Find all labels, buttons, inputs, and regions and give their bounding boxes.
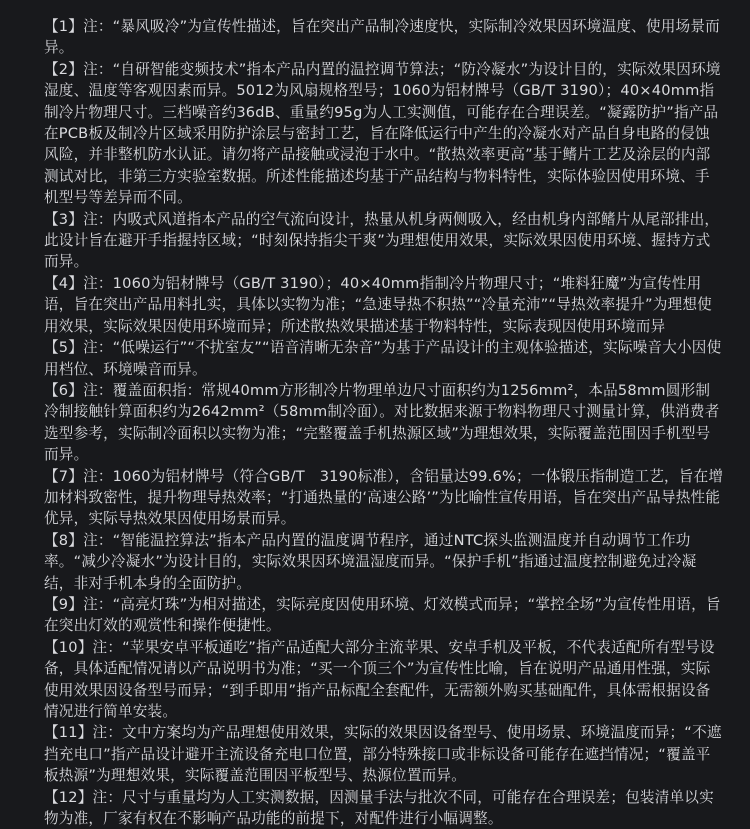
note-4: 【4】注：1060为铝材牌号（GB/T 3190）；40×40mm指制冷片物理尺寸；“堆料狂魔”为宣传性用语，旨在突出产品用料扎实，具体以实物为准；“急速导热不积热”“冷量充沛”“导热效率提升”为理想使用效果，实际效果因使用环境而异；所述散热效果描述基于物料特性，实际表现因使用环境而异 bbox=[44, 274, 712, 335]
note-6: 【6】注：覆盖面积指：常规40mm方形制冷片物理单边尺寸面积约为1256mm²，本品58mm圆形制冷制接触针算面积约为2642mm²（58mm制冷面）。对比数据来源于物料物理尺寸测量计算，供消费者选型参考，实际制冷面积以实物为准；“完整覆盖手机热源区域”为理想效果，实际覆盖范围因手机型号而异。 bbox=[44, 381, 720, 464]
note-5: 【5】注：“低噪运行”“不扰室友”“语音清晰无杂音”为基于产品设计的主观体验描述，实际噪音大小因使用档位、环境噪音而异。 bbox=[44, 339, 722, 378]
note-11: 【11】注：文中方案均为产品理想使用效果，实际的效果因设备型号、使用场景、环境温度而异；“不遮挡充电口”指产品设计避开主流设备充电口位置，部分特殊接口或非标设备可能存在遮挡情况；“覆盖平板热源”为理想效果，实际覆盖范围因平板型号、热源位置而异。 bbox=[44, 724, 722, 785]
note-8: 【8】注：“智能温控算法”指本产品内置的温度调节程序，通过NTC探头监测温度并自动调节工作功率。“减少冷凝水”为设计目的，实际效果因环境温湿度而异。“保护手机”指通过温度控制避免过冷凝结，非对手机本身的全面防护。 bbox=[44, 531, 697, 592]
note-9: 【9】注：“高亮灯珠”为相对描述，实际亮度因使用环境、灯效模式而异；“掌控全场”为宣传性用语，旨在突出灯效的观赏性和操作便捷性。 bbox=[44, 595, 721, 635]
note-3: 【3】注：内吸式风道指本产品的空气流向设计，热量从机身两侧吸入，经由机身内部鳍片从尾部排出，此设计旨在避开手指握持区域；“时刻保持指尖干爽”为理想使用效果，实际效果因使用环境、握持方式而异。 bbox=[44, 210, 720, 271]
note-2: 【2】注：“自研智能变频技术”指本产品内置的温控调节算法；“防冷凝水”为设计目的，实际效果因环境湿度、温度等客观因素而异。5012为风扇规格型号；1060为铝材牌号（GB/T 3190）；40×40mm指制冷片物理尺寸。三档噪音约36dB、重量约95g为人工实测值，可能存在合理误差。“凝露防护”指产品在PCB板及制冷片区域采用防护涂层与密封工艺，旨在降低运行中产生的冷凝水对产品自身电路的侵蚀风险，并非整机防水认证。请勿将产品接触或浸泡于水中。“散热效率更高”基于鳍片工艺及涂层的内部测试对比，非第三方实验室数据。所述性能描述均基于产品结构与物料特性，实际体验因使用环境、手机型号等差异而不同。 bbox=[44, 60, 721, 207]
note-1: 【1】注：“暴风吸冷”为宣传性描述，旨在突出产品制冷速度快，实际制冷效果因环境温度、使用场景而异。 bbox=[44, 18, 720, 57]
note-7: 【7】注：1060为铝材牌号（符合GB/T 3190标准），含铝量达99.6%；一体锻压指制造工艺，旨在增加材料致密性，提升物理导热效率；“打通热量的‘高速公路’”为比喻性宣传用语，旨在突出产品导热性能优异，实际导热效果因使用场景而异。 bbox=[44, 467, 724, 528]
note-12: 【12】注：尺寸与重量均为人工实测数据，因测量手法与批次不同，可能存在合理误差；包装清单以实物为准，厂家有权在不影响产品功能的前提下，对配件进行小幅调整。 bbox=[44, 788, 714, 828]
note-10: 【10】注：“苹果安卓平板通吃”指产品适配大部分主流苹果、安卓手机及平板，不代表适配所有型号设备，具体适配情况请以产品说明书为准；“买一个顶三个”为宣传性比喻，旨在说明产品通用性强，实际使用效果因设备型号而异；“到手即用”指产品标配全套配件，无需额外购买基础配件，具体需根据设备情况进行简单安装。 bbox=[44, 638, 715, 720]
